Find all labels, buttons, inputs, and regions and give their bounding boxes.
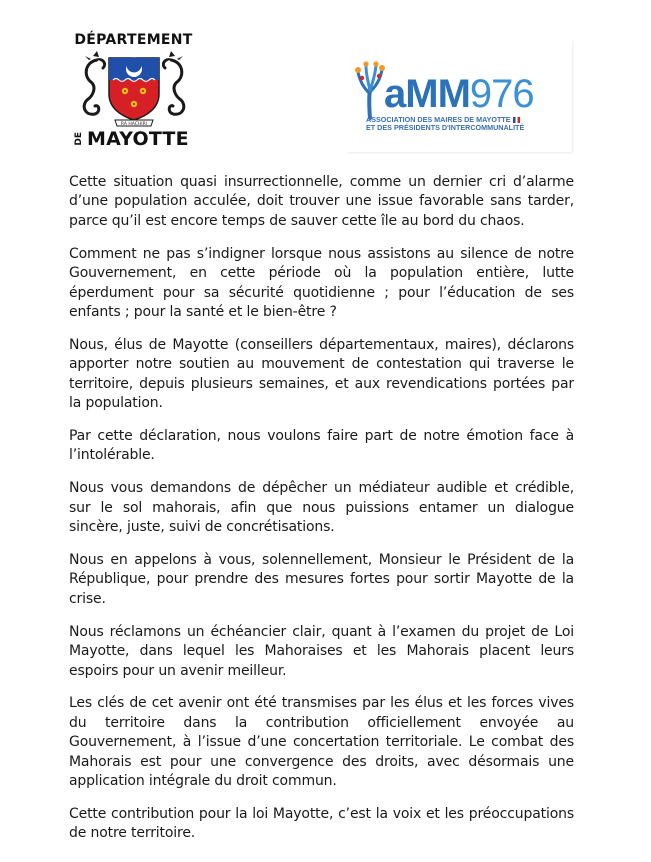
dept-logo-prefix: DE — [74, 132, 84, 146]
paragraph-2: Comment ne pas s’indigner lorsque nous assistons au silence de notre Gouvernement, en cette période où la population entière, lutte éperdument pour sa sécurité quotidienne ; pour l’éducation de ses enfants ; pour la santé et le bien-être ? — [69, 245, 574, 320]
letterhead — [0, 0, 651, 170]
paragraph-9: Cette contribution pour la loi Mayotte, c’est la voix et les préoccupations de notre territoire. — [69, 805, 574, 842]
amm-wordmark-number: 976 — [469, 72, 534, 116]
departement-mayotte-logo — [71, 32, 196, 148]
paragraph-5: Nous vous demandons de dépêcher un médiateur audible et crédible, sur le sol mahorais, afin que nous puissions entamer un dialogue sincère, juste, suivi de concrétisations. — [69, 480, 574, 536]
paragraph-8: Les clés de cet avenir ont été transmises par les élus et les forces vives du territoire dans la contribution officiellement envoyée au Gouvernement, à l’issue d’une concertation territoriale. Le combat des Mahorais est pour une convergence des droits, avec désormais une application intégrale du droit commun. — [69, 695, 574, 790]
amm-subtitle-line2: ET DES PRÉSIDENTS D'INTERCOMMUNALITÉ — [366, 123, 525, 132]
amm-subtitle-line1: ASSOCIATION DES MAIRES DE MAYOTTE — [366, 116, 524, 124]
mayotte-crest-emblem — [75, 50, 193, 128]
amm-subtitle — [366, 116, 524, 132]
paragraph-6: Nous en appelons à vous, solennellement, Monsieur le Président de la République, pour prendre des mesures fortes pour sortir Mayotte de la crise. — [69, 552, 574, 607]
dept-logo-title-top: DÉPARTEMENT — [74, 32, 193, 48]
paragraph-7: Nous réclamons un échéancier clair, quant à l’examen du projet de Loi Mayotte, dans lequel les Mahoraises et les Mahorais placent leurs espoirs pour un avenir meilleur. — [69, 623, 574, 679]
amm-wordmark-letters: aMM — [384, 72, 470, 116]
dept-logo-title-bottom-group — [71, 128, 196, 150]
crest-motto: RA HACHIRI — [120, 122, 148, 127]
paragraph-4: Par cette déclaration, nous voulons faire part de notre émotion face à l’intolérable. — [69, 427, 574, 464]
paragraph-3: Nous, élus de Mayotte (conseillers départementaux, maires), déclarons apporter notre soutien au mouvement de contestation qui traverse le territoire, depuis plusieurs semaines, et aux revendications portées par la population. — [69, 336, 574, 412]
letter-body — [69, 173, 574, 857]
amm976-logo — [346, 40, 572, 152]
dept-logo-title-bottom: MAYOTTE — [87, 128, 189, 150]
amm-wordmark — [384, 74, 534, 114]
paragraph-1: Cette situation quasi insurrectionnelle, comme un dernier cri d’alarme d’une population acculée, doit trouver une issue favorable sans tarder, parce qu’il est encore temps de sauver cette île au bord du chaos. — [69, 174, 574, 229]
tree-hands-icon — [352, 60, 388, 120]
